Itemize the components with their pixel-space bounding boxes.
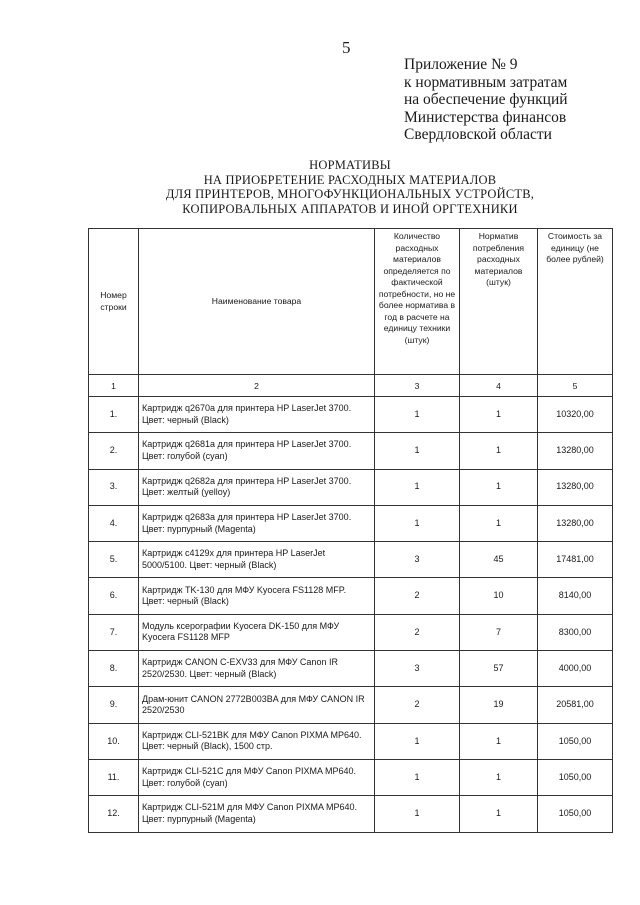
norm-value: 1 [460,469,538,505]
appendix-line: к нормативным затратам [404,73,568,91]
norm-value: 7 [460,614,538,650]
row-number: 3. [89,469,139,505]
product-name: Картридж q2681a для принтера HP LaserJet 3700. Цвет: голубой (cyan) [139,433,375,469]
product-name: Картридж CLI-521M для МФУ Canon PIXMA MP640. Цвет: пурпурный (Magenta) [139,796,375,832]
document-title [150,158,550,216]
norm-value: 10 [460,578,538,614]
appendix-line: на обеспечение функций [404,91,568,108]
header-quantity: Количество расходных материалов определяется по фактической потребности, но не более норматива в год в расчете на единицу техники (штук) [375,229,460,375]
product-name: Картридж CLI-521C для МФУ Canon PIXMA MP640. Цвет: голубой (cyan) [139,759,375,795]
unit-cost-value: 13280,00 [538,469,613,505]
title-line: ДЛЯ ПРИНТЕРОВ, МНОГОФУНКЦИОНАЛЬНЫХ УСТРОЙСТВ, [165,187,535,201]
table-header-row [89,229,613,375]
product-name: Модуль ксерографии Kyocera DK-150 для МФУ Kyocera FS1128 MFP [139,614,375,650]
title-line: НА ПРИОБРЕТЕНИЕ РАСХОДНЫХ МАТЕРИАЛОВ [203,172,497,187]
product-name: Картридж q2670a для принтера HP LaserJet 3700. Цвет: черный (Black) [139,397,375,433]
norms-table [88,228,613,833]
table-row [89,687,613,723]
unit-cost-value: 1050,00 [538,723,613,759]
appendix-line: Приложение № 9 [404,56,518,73]
norm-value: 1 [460,759,538,795]
unit-cost-value: 13280,00 [538,433,613,469]
norm-value: 1 [460,433,538,469]
product-name: Картридж q2682a для принтера HP LaserJet 3700. Цвет: желтый (yelloy) [139,469,375,505]
quantity-value: 3 [375,651,460,687]
header-row-number: Номер строки [89,229,139,375]
quantity-value: 1 [375,397,460,433]
quantity-value: 2 [375,614,460,650]
appendix-note [404,56,568,144]
table-row [89,505,613,541]
product-name: Картридж c4129x для принтера HP LaserJet 5000/5100. Цвет: черный (Black) [139,542,375,578]
table-row [89,796,613,832]
row-number: 12. [89,796,139,832]
unit-cost-value: 8300,00 [538,614,613,650]
column-index: 4 [460,375,538,397]
table-row [89,433,613,469]
product-name: Драм-юнит CANON 2772B003BA для МФУ CANON IR 2520/2530 [139,687,375,723]
quantity-value: 1 [375,505,460,541]
quantity-value: 2 [375,578,460,614]
row-number: 10. [89,723,139,759]
table-row [89,397,613,433]
column-index: 5 [538,375,613,397]
norm-value: 1 [460,505,538,541]
table-column-index-row [89,375,613,397]
unit-cost-value: 10320,00 [538,397,613,433]
product-name: Картридж q2683a для принтера HP LaserJet 3700. Цвет: пурпурный (Magenta) [139,505,375,541]
unit-cost-value: 8140,00 [538,578,613,614]
quantity-value: 3 [375,542,460,578]
table-row [89,578,613,614]
row-number: 5. [89,542,139,578]
appendix-line: Свердловской области [404,126,552,143]
table-row [89,651,613,687]
product-name: Картридж TK-130 для МФУ Kyocera FS1128 MFP. Цвет: черный (Black) [139,578,375,614]
unit-cost-value: 4000,00 [538,651,613,687]
column-index: 1 [89,375,139,397]
quantity-value: 1 [375,796,460,832]
unit-cost-value: 1050,00 [538,796,613,832]
norm-value: 1 [460,397,538,433]
unit-cost-value: 20581,00 [538,687,613,723]
table-row [89,469,613,505]
page-number: 5 [342,38,351,57]
unit-cost-value: 17481,00 [538,542,613,578]
column-index: 2 [139,375,375,397]
product-name: Картридж CANON C-EXV33 для МФУ Canon IR 2520/2530. Цвет: черный (Black) [139,651,375,687]
unit-cost-value: 1050,00 [538,759,613,795]
row-number: 1. [89,397,139,433]
header-unit-cost: Стоимость за единицу (не более рублей) [538,229,613,375]
row-number: 7. [89,614,139,650]
table-row [89,614,613,650]
norm-value: 1 [460,723,538,759]
quantity-value: 1 [375,759,460,795]
norm-value: 45 [460,542,538,578]
title-line: НОРМАТИВЫ [309,158,391,172]
product-name: Картридж CLI-521BK для МФУ Canon PIXMA MP640. Цвет: черный (Black), 1500 стр. [139,723,375,759]
quantity-value: 2 [375,687,460,723]
norm-value: 19 [460,687,538,723]
table-row [89,759,613,795]
norm-value: 57 [460,651,538,687]
row-number: 11. [89,759,139,795]
quantity-value: 1 [375,433,460,469]
row-number: 6. [89,578,139,614]
norm-value: 1 [460,796,538,832]
header-product-name: Наименование товара [139,229,375,375]
row-number: 4. [89,505,139,541]
column-index: 3 [375,375,460,397]
title-line: КОПИРОВАЛЬНЫХ АППАРАТОВ И ИНОЙ ОРГТЕХНИКИ [182,201,518,216]
table-row [89,723,613,759]
row-number: 2. [89,433,139,469]
header-consumption-norm: Норматив потребления расходных материалов (штук) [460,229,538,375]
row-number: 8. [89,651,139,687]
quantity-value: 1 [375,723,460,759]
quantity-value: 1 [375,469,460,505]
unit-cost-value: 13280,00 [538,505,613,541]
appendix-line: Министерства финансов [404,108,567,126]
row-number: 9. [89,687,139,723]
table-row [89,542,613,578]
